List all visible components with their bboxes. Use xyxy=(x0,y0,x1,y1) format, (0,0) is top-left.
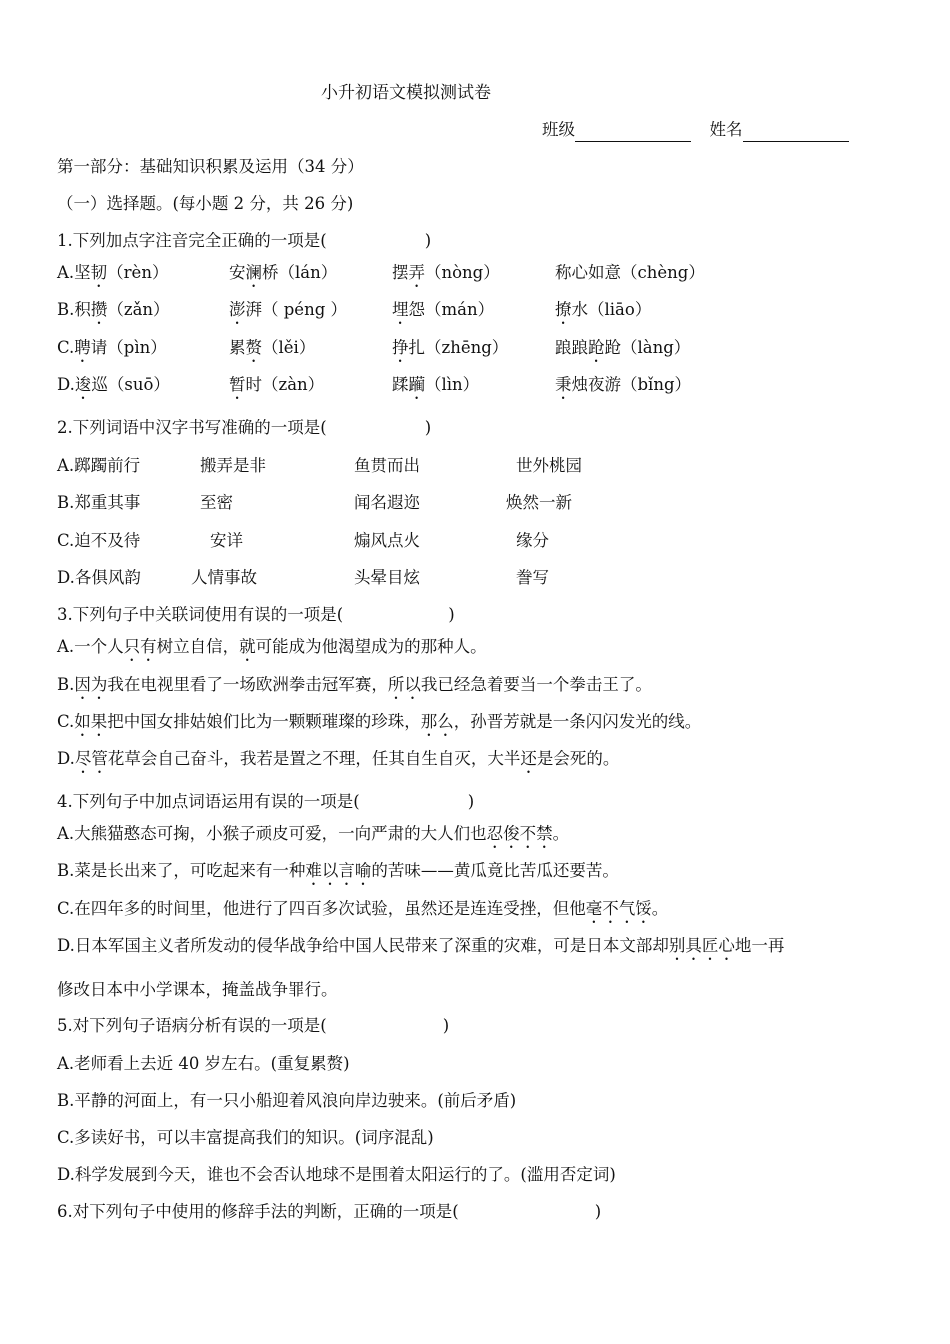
q2-option-cell: B.郑重其事 xyxy=(57,493,141,512)
q2-option-cell: 誊写 xyxy=(516,568,549,587)
dotted-char: 暂 xyxy=(229,375,246,394)
dotted-char: 秉 xyxy=(555,375,572,394)
dotted-char: 埋 xyxy=(392,300,409,319)
q5-option: A.老师看上去近 40 岁左右。(重复累赘) xyxy=(57,1054,350,1073)
q2-option-cell: 人情事故 xyxy=(191,568,257,587)
section1-heading: （一）选择题。(每小题 2 分，共 26 分) xyxy=(57,194,354,213)
q1-option-cell: 挣扎（zhēng） xyxy=(392,338,509,357)
q2-option-cell: 世外桃园 xyxy=(516,456,582,475)
dotted-char: 聘 xyxy=(74,338,91,357)
q1-option-cell: D.逡巡（suō） xyxy=(57,375,170,394)
q6-stem: 6.对下列句子中使用的修辞手法的判断，正确的一项是( ) xyxy=(57,1202,602,1221)
q1-option-cell: 踉踉跄跄（làng） xyxy=(555,338,691,357)
dotted-phrase: 只有 xyxy=(123,637,157,656)
dotted-char: 撩 xyxy=(555,300,572,319)
q1-option-cell: 埋怨（mán） xyxy=(392,300,495,319)
q2-option-cell: 头晕目炫 xyxy=(354,568,420,587)
q1-option-cell: A.坚韧（rèn） xyxy=(57,263,169,282)
q2-option-cell: C.迫不及待 xyxy=(57,531,141,550)
q2-option-cell: 至密 xyxy=(200,493,233,512)
q4-option: D.日本军国主义者所发动的侵华战争给中国人民带来了深重的灾难，可是日本文部却别具匠心地一再 xyxy=(57,936,785,955)
q1-option-cell: 暂时（zàn） xyxy=(229,375,325,394)
dotted-char: 澜 xyxy=(245,263,262,282)
q4-option: A.大熊猫憨态可掬，小猴子顽皮可爱，一向严肃的大人们也忍俊不禁。 xyxy=(57,824,570,843)
q3-option: D.尽管花草会自己奋斗，我若是置之不理，任其自生自灭，大半还是会死的。 xyxy=(57,749,620,768)
q1-option-cell: 澎湃（ péng ） xyxy=(229,300,348,319)
header-fields xyxy=(542,119,849,142)
q5-option: B.平静的河面上，有一只小船迎着风浪向岸边驶来。(前后矛盾) xyxy=(57,1091,517,1110)
q2-option-cell: 搬弄是非 xyxy=(200,456,266,475)
dotted-phrase: 别具匠心 xyxy=(668,936,735,955)
q2-option-cell: A.踯躅前行 xyxy=(57,456,141,475)
q4-option: C.在四年多的时间里，他进行了四百多次试验，虽然还是连连受挫，但他毫不气馁。 xyxy=(57,899,669,918)
q5-option: D.科学发展到今天，谁也不会否认地球不是围着太阳运行的了。(滥用否定词) xyxy=(57,1165,616,1184)
q1-stem: 1.下列加点字注音完全正确的一项是( ) xyxy=(57,231,432,250)
q3-stem: 3.下列句子中关联词使用有误的一项是( ) xyxy=(57,605,455,624)
class-blank[interactable] xyxy=(575,119,691,142)
q3-option: B.因为我在电视里看了一场欧洲拳击冠军赛，所以我已经急着要当一个拳击王了。 xyxy=(57,675,652,694)
q3-option: C.如果把中国女排姑娘们比为一颗颗璀璨的珍珠，那么，孙晋芳就是一条闪闪发光的线。 xyxy=(57,712,702,731)
q5-option: C.多读好书，可以丰富提高我们的知识。(词序混乱) xyxy=(57,1128,434,1147)
name-blank[interactable] xyxy=(743,119,849,142)
dotted-phrase: 毫不气馁 xyxy=(585,899,652,918)
dotted-phrase: 所以 xyxy=(387,675,421,694)
dotted-char: 逡 xyxy=(74,375,92,394)
q1-option-cell: 秉烛夜游（bǐng） xyxy=(555,375,692,394)
dotted-phrase: 还 xyxy=(520,749,537,768)
q2-option-cell: 煽风点火 xyxy=(354,531,420,550)
dotted-char: 赘 xyxy=(245,338,262,357)
q1-option-cell: 累赘（lěi） xyxy=(229,338,316,357)
dotted-phrase: 那么 xyxy=(420,712,454,731)
part1-heading: 第一部分：基础知识积累及运用（34 分） xyxy=(57,157,364,176)
q2-stem: 2.下列词语中汉字书写准确的一项是( ) xyxy=(57,418,432,437)
q4-option: B.菜是长出来了，可吃起来有一种难以言喻的苦味——黄瓜竟比苦瓜还要苦。 xyxy=(57,861,619,880)
q4-option: 修改日本中小学课本，掩盖战争罪行。 xyxy=(57,980,338,999)
dotted-char: 跄 xyxy=(588,338,605,357)
q1-option-cell: B.积攒（zǎn） xyxy=(57,300,170,319)
q1-option-cell: C.聘请（pìn） xyxy=(57,338,167,357)
dotted-phrase: 如果 xyxy=(74,712,108,731)
dotted-phrase: 因为 xyxy=(74,675,108,694)
q2-option-cell: 闻名遐迩 xyxy=(354,493,420,512)
q2-option-cell: 鱼贯而出 xyxy=(354,456,420,475)
q5-stem: 5.对下列句子语病分析有误的一项是( ) xyxy=(57,1016,450,1035)
q2-option-cell: 焕然一新 xyxy=(506,493,572,512)
dotted-char: 韧 xyxy=(90,263,108,282)
dotted-char: 弄 xyxy=(408,263,425,282)
q4-stem: 4.下列句子中加点词语运用有误的一项是( ) xyxy=(57,792,475,811)
dotted-char: 躏 xyxy=(408,375,425,394)
class-label: 班级 xyxy=(542,120,575,139)
q1-option-cell: 蹂躏（lìn） xyxy=(392,375,480,394)
dotted-phrase: 就 xyxy=(239,637,256,656)
page-title: 小升初语文模拟测试卷 xyxy=(321,83,491,103)
dotted-char: 挣 xyxy=(392,338,409,357)
dotted-char: 澎 xyxy=(229,300,246,319)
dotted-phrase: 忍俊不禁 xyxy=(486,824,553,843)
q3-option: A.一个人只有树立自信，就可能成为他渴望成为的那种人。 xyxy=(57,637,487,656)
q2-option-cell: 安详 xyxy=(210,531,243,550)
q1-option-cell: 摆弄（nòng） xyxy=(392,263,500,282)
dotted-phrase: 尽管 xyxy=(74,749,108,768)
q2-option-cell: D.各俱风韵 xyxy=(57,568,141,587)
dotted-char: 攒 xyxy=(90,300,108,319)
q1-option-cell: 撩水（liāo） xyxy=(555,300,652,319)
dotted-phrase: 难以言喻 xyxy=(305,861,372,880)
q2-option-cell: 缘分 xyxy=(516,531,549,550)
q1-option-cell: 安澜桥（lán） xyxy=(229,263,338,282)
name-label: 姓名 xyxy=(709,120,743,139)
q1-option-cell: 称心如意（chèng） xyxy=(555,263,705,282)
